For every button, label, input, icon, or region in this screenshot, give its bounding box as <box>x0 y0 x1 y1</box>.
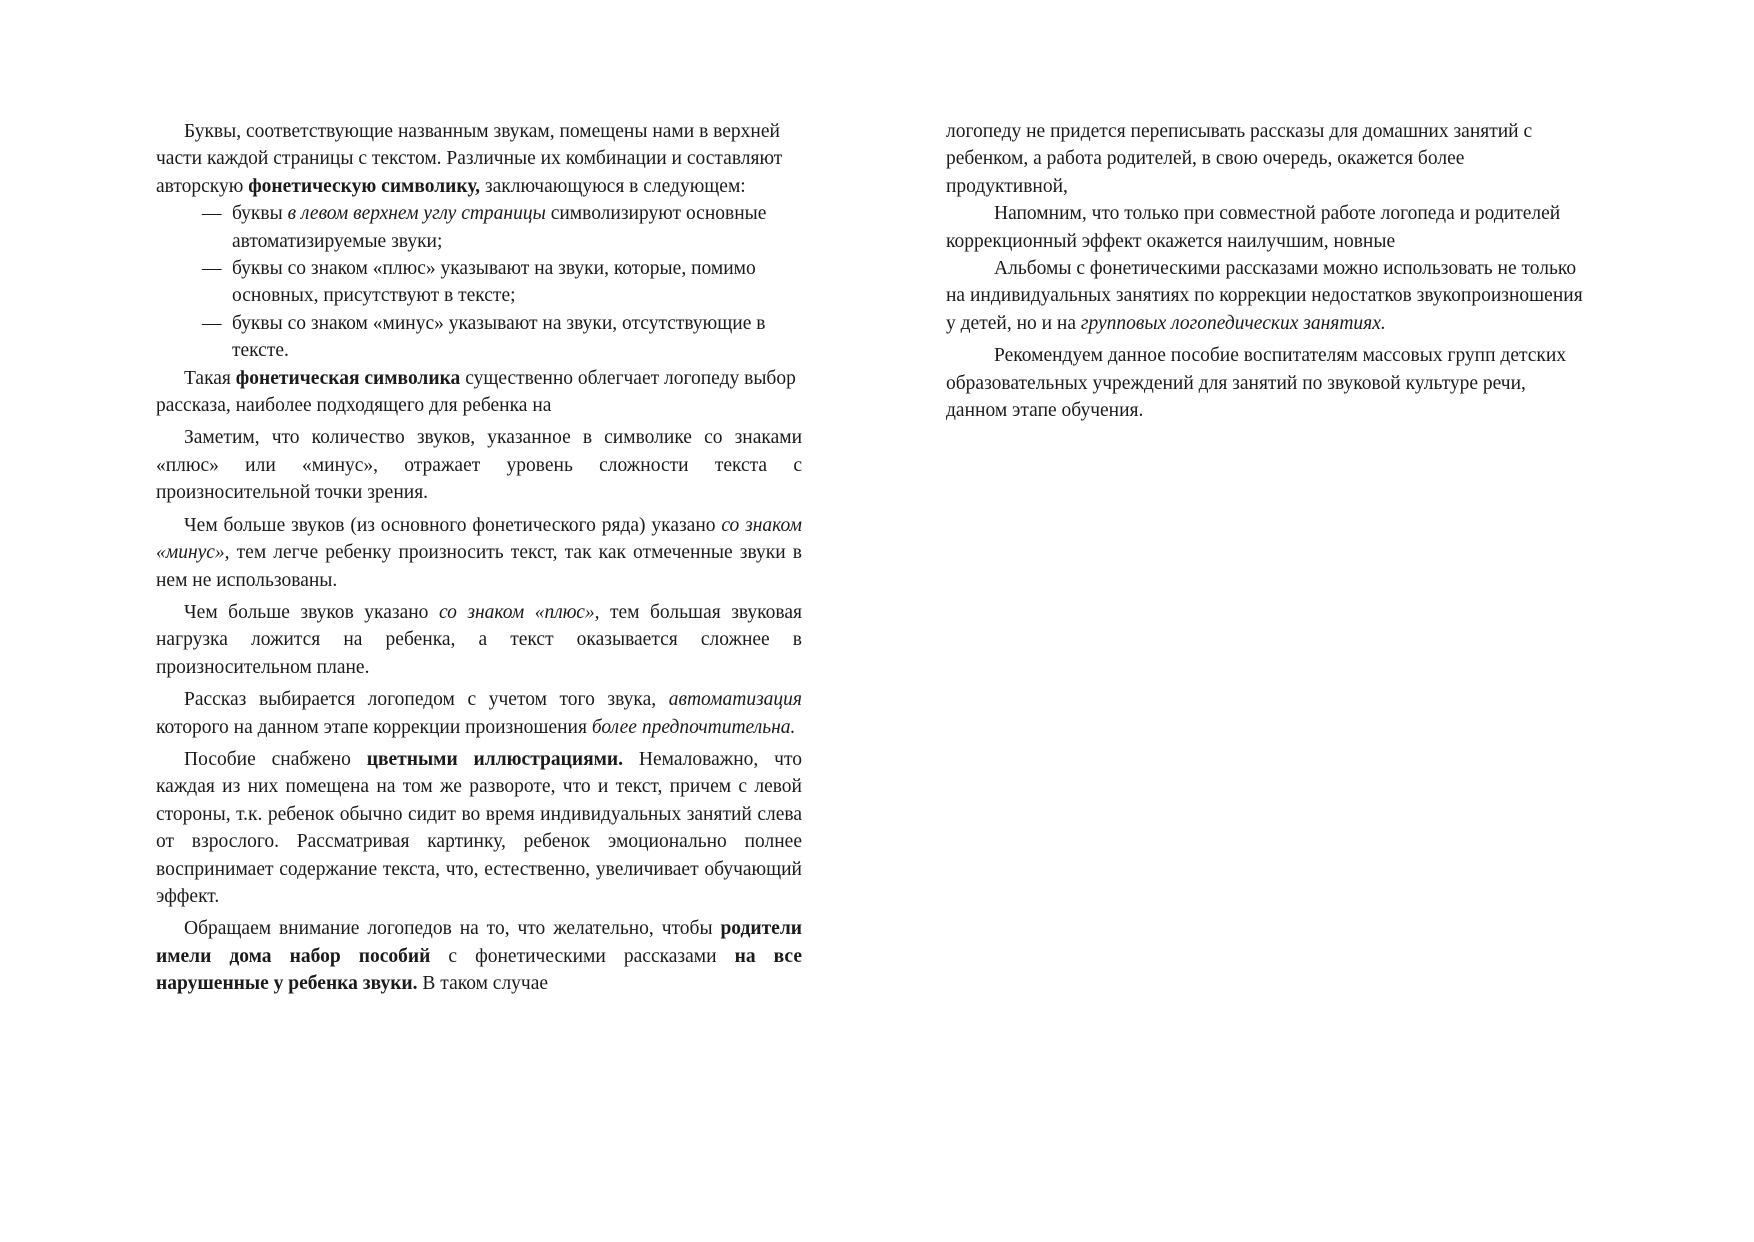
text-run: Рассказ выбирается логопедом с учетом того звука, <box>184 689 669 711</box>
paragraph-phonetic-symbols-intro <box>156 118 802 200</box>
text-run: Пособие снабжено <box>184 748 367 770</box>
text-run: существенно облегчает логопеду выбор рассказа, наиболее подходящего для ребенка на <box>156 367 796 417</box>
dash-bullet: — <box>202 312 222 334</box>
text-run: Рекомендуем данное пособие воспитателям массовых групп детских образовательных учреждений для занятий по звуковой культуре речи, данном этапе обучения. <box>946 345 1567 422</box>
list-item-text: буквы со знаком «минус» указывают на звуки, отсутствующие в тексте. <box>232 312 766 362</box>
paragraph-joint-work <box>946 200 1586 255</box>
paragraph-plus-sounds <box>156 599 802 681</box>
italic-phrase: автоматизация <box>668 689 802 711</box>
italic-phrase: в левом верхнем углу страницы <box>287 203 546 225</box>
paragraph-story-choice <box>156 686 802 741</box>
text-run: символизируют основные автоматизируемые звуки; <box>232 203 767 252</box>
text-run: тем легче ребенку произносить текст, так как отмеченные звуки в нем не использованы. <box>156 542 802 591</box>
text-run: Чем больше звуков указано <box>184 601 439 623</box>
text-run: Чем больше звуков (из основного фонетического ряда) указано <box>184 514 722 536</box>
dash-bullet: — <box>202 203 222 225</box>
paragraph-recommendation <box>946 342 1586 424</box>
text-run: с фонетическими рассказами <box>430 945 735 967</box>
text-run: Обращаем внимание логопедов на то, что желательно, чтобы <box>184 918 721 940</box>
text-run: В таком случае <box>417 973 549 995</box>
paragraph-symbolics-benefit <box>156 365 802 420</box>
paragraph-albums-usage <box>946 255 1586 337</box>
text-run: буквы <box>232 203 288 225</box>
text-run: Альбомы с фонетическими рассказами можно использовать не только на индивидуальных занятиях по коррекции недостатков звукопроизношения у детей, но и на <box>946 258 1583 334</box>
bold-term: родители имели дома набор пособий <box>156 918 802 967</box>
paragraph-continuation <box>946 118 1586 200</box>
list-item-text: буквы со знаком «плюс» указывают на звуки, которые, помимо основных, присутствуют в тексте; <box>232 258 756 307</box>
text-run: логопеду не придется переписывать рассказы для домашних занятий с ребенком, а работа родителей, в свою очередь, окажется более продуктивной, <box>946 121 1533 197</box>
bold-term: фонетическую символику, <box>248 175 481 197</box>
bold-term: на все нарушенные у ребенка звуки. <box>156 945 802 995</box>
list-item-minus-letters <box>156 310 802 365</box>
italic-phrase: со знаком «минус», <box>156 514 802 564</box>
left-page-column <box>156 118 802 998</box>
paragraph-minus-sounds <box>156 512 802 594</box>
text-run: Заметим, что количество звуков, указанное в символике со знаками «плюс» или «минус», отражает уровень сложности текста с произносительной точки зрения. <box>156 427 802 504</box>
text-run: Такая <box>184 367 236 389</box>
text-run: которого на данном этапе коррекции произношения <box>156 716 592 738</box>
paragraph-parents-set <box>156 915 802 997</box>
text-run: заключающуюся в следующем: <box>480 175 746 197</box>
list-item-plus-letters <box>156 255 802 310</box>
text-run: Буквы, соответствующие названным звукам, помещены нами в верхней части каждой страницы с текстом. Различные их комбинации и составляют авторскую <box>156 121 783 197</box>
list-item-text <box>232 200 802 255</box>
italic-phrase: более предпочтительна. <box>591 716 796 738</box>
italic-phrase: со знаком «плюс», <box>438 601 600 623</box>
list-item-left-corner-letters <box>156 200 802 255</box>
text-run: Немаловажно, что каждая из них помещена на том же развороте, что и текст, причем с левой стороны, т.к. ребенок обычно сидит во время индивидуальных занятий слева от взрослого. Рассматривая картинку, ребенок эмоционально полнее воспринимает содержание текста, что, естественно, увеличивает обучающий эффект. <box>156 748 802 907</box>
bold-term: цветными иллюстрациями. <box>366 748 624 770</box>
text-run: тем большая звуковая нагрузка ложится на ребенка, а текст оказывается сложнее в произносительном плане. <box>156 601 802 678</box>
paragraph-sound-count <box>156 424 802 506</box>
right-page-column <box>946 118 1586 424</box>
italic-phrase: групповых логопедических занятиях. <box>1080 312 1386 334</box>
text-run: Напомним, что только при совместной работе логопеда и родителей коррекционный эффект окажется наилучшим, новные <box>946 203 1561 252</box>
bold-term: фонетическая символика <box>235 367 461 389</box>
dash-bullet: — <box>202 258 222 280</box>
paragraph-color-illustrations <box>156 746 802 910</box>
